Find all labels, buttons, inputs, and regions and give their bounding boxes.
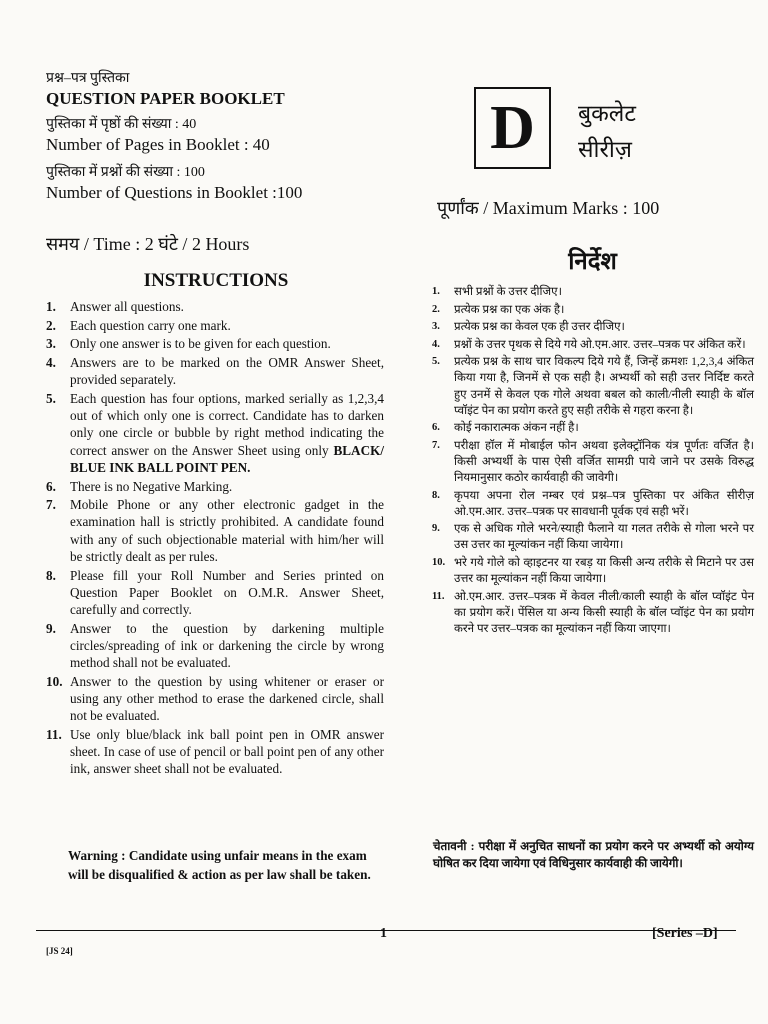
hindi-instruction-item <box>432 354 754 418</box>
hindi-page-count: पुस्तिका में पृष्ठों की संख्या : 40 <box>46 117 197 132</box>
hindi-instruction-item-text <box>454 555 754 587</box>
hindi-instruction-item-text <box>454 589 754 637</box>
hindi-instruction-item-number: 9. <box>432 523 440 535</box>
footer-series: [Series –D] <box>652 926 718 941</box>
instruction-item-number: 5. <box>46 391 56 407</box>
page-count: Number of Pages in Booklet : 40 <box>46 135 270 154</box>
hindi-instruction-item <box>432 488 754 520</box>
instructions-list <box>46 298 384 779</box>
hindi-instruction-item-body: सभी प्रश्नों के उत्तर दीजिए। <box>454 285 562 298</box>
instruction-item-number: 4. <box>46 355 56 371</box>
instruction-item-body: Mobile Phone or any other electronic gadget in the examination hall is strictly prohibited. A candidate found with any of such objectionable material with him/her will be strictly dealt as per rules. <box>70 497 384 564</box>
instruction-item-number: 6. <box>46 478 56 494</box>
instruction-item-number: 1. <box>46 299 56 314</box>
series-letter-box: D <box>474 87 551 169</box>
hindi-instructions-heading: निर्देश <box>568 249 617 275</box>
maximum-marks: पूर्णांक / Maximum Marks : 100 <box>437 198 660 218</box>
hindi-instruction-item-body: परीक्षा हॉल में मोबाईल फोन अथवा इलेक्ट्रॉनिक यंत्र पूर्णतः वर्जित है। किसी अभ्यर्थी के पास ऐसी वर्जित सामग्री पाये जाने पर उसके विरुद्ध नियमानुसार कठोर कार्यवाही की जावेगी। <box>454 438 754 485</box>
instruction-item-text <box>70 478 384 495</box>
instruction-item-text <box>70 354 384 388</box>
hindi-instruction-item-text <box>454 284 754 300</box>
hindi-instruction-item <box>432 521 754 553</box>
instruction-item-number: 2. <box>46 317 56 333</box>
hindi-instruction-item-body: कोई नकारात्मक अंकन नहीं है। <box>454 421 579 435</box>
instruction-item <box>46 726 384 778</box>
hindi-instruction-item-number: 1. <box>432 286 440 297</box>
instruction-item <box>46 673 384 725</box>
hindi-instruction-item <box>432 420 754 436</box>
instruction-item-body: Each question has four options, marked serially as 1,2,3,4 out of which only one is correct. Candidate has to darken only one circle or bubble by right method indicating the correct answer on the Answer Sheet using only <box>70 391 384 458</box>
hindi-instruction-item-text <box>454 302 754 318</box>
hindi-instruction-item-number: 5. <box>432 356 440 368</box>
hindi-instruction-item <box>432 589 754 637</box>
time-duration: समय / Time : 2 घंटे / 2 Hours <box>46 234 250 254</box>
instruction-item-text <box>70 567 384 619</box>
booklet-title: QUESTION PAPER BOOKLET <box>46 89 285 108</box>
instruction-item-number: 3. <box>46 336 56 352</box>
hindi-instruction-item <box>432 438 754 486</box>
hindi-question-count: पुस्तिका में प्रश्नों की संख्या : 100 <box>46 165 205 180</box>
hindi-instruction-item <box>432 555 754 587</box>
instruction-item-text <box>70 298 384 315</box>
instructions-heading: INSTRUCTIONS <box>143 270 289 291</box>
instruction-item-text <box>70 673 384 725</box>
hindi-instruction-item-text <box>454 354 754 418</box>
page-number: 1 <box>380 926 387 941</box>
warning-text: Warning : Candidate using unfair means in the exam will be disqualified & action as per law shall be taken. <box>68 848 371 882</box>
instruction-item-text <box>70 390 384 476</box>
instruction-item <box>46 478 384 495</box>
hindi-instruction-item <box>432 302 754 318</box>
instruction-item-number: 11. <box>46 726 62 742</box>
instruction-item-body: Use only blue/black ink ball point pen in OMR answer sheet. In case of use of pencil or ball point pen of any other ink, answer sheet shall not be evaluated. <box>70 726 384 777</box>
hindi-instruction-item-text <box>454 521 754 553</box>
hindi-instruction-item-number: 3. <box>432 321 440 333</box>
paper-code: [JS 24] <box>46 946 73 956</box>
hindi-instruction-item-body: ओ.एम.आर. उत्तर–पत्रक में केवल नीली/काली स्याही के बॉल प्वॉइंट पेन का प्रयोग करें। पेंसिल या अन्य किसी स्याही के बॉल प्वॉइंट पेन का प्रयोग करने पर उत्तर–पत्रक का मूल्यांकन नहीं किया जाएगा। <box>454 589 754 635</box>
hindi-instruction-item-body: एक से अधिक गोले भरने/स्याही फैलाने या गलत तरीके से गोला भरने पर उस उत्तर का मूल्यांकन नहीं किया जायेगा। <box>454 522 754 552</box>
hindi-instruction-item <box>432 284 754 300</box>
instruction-item-emphasis: BLACK/ BLUE INK BALL POINT PEN. <box>70 442 385 475</box>
question-count: Number of Questions in Booklet :100 <box>46 183 303 202</box>
instruction-item-body: There is no Negative Marking. <box>70 478 233 494</box>
hindi-instruction-item-number: 2. <box>432 303 440 315</box>
instruction-item-body: Answer to the question by darkening multiple circles/spreading of ink or darkening the circle by wrong method shall not be evaluated. <box>70 620 384 671</box>
hindi-instruction-item-body: भरे गये गोले को व्हाइटनर या रबड़ या किसी अन्य तरीके से मिटाने पर उस उत्तर का मूल्यांकन नहीं किया जायेगा। <box>454 556 754 586</box>
series-label-line-1: बुकलेट <box>578 101 636 126</box>
instruction-item-text <box>70 335 384 352</box>
instruction-item-text <box>70 726 384 778</box>
instruction-item-text <box>70 317 384 334</box>
instruction-item <box>46 298 384 315</box>
hindi-instruction-item-body: प्रत्येक प्रश्न के साथ चार विकल्प दिये गये हैं, जिन्हें क्रमशः 1,2,3,4 अंकित किया गया है, जिनमें से एक सही है। अभ्यर्थी को सही उत्तर निर्दिष्ट करते हुए उनमें से केवल एक गोले अथवा बबल को काली/नीली स्याही के बॉल प्वॉइंट पेन का प्रयोग करते हुए सही तरीके से गहरा करना है। <box>454 355 754 417</box>
hindi-instruction-item-text <box>454 438 754 486</box>
instruction-item <box>46 390 384 476</box>
hindi-instruction-item-body: प्रत्येक प्रश्न का केवल एक ही उत्तर दीजिए। <box>454 320 625 334</box>
hindi-warning-text: चेतावनी : परीक्षा में अनुचित साधनों का प्रयोग करने पर अभ्यर्थी को अयोग्य घोषित कर दिया जायेगा एवं विधिनुसार कार्यवाही की जायेगी। <box>433 839 754 870</box>
instruction-item <box>46 620 384 672</box>
hindi-instruction-item-number: 8. <box>432 489 440 501</box>
hindi-instruction-item-number: 10. <box>432 557 446 568</box>
hindi-instruction-item-body: प्रत्येक प्रश्न का एक अंक है। <box>454 302 565 316</box>
hindi-instructions-list <box>432 284 754 638</box>
instruction-item-body: Only one answer is to be given for each question. <box>70 336 331 352</box>
instruction-item-body: Answer all questions. <box>70 299 184 314</box>
instruction-item-number: 7. <box>46 497 56 513</box>
hindi-instruction-item-number: 11. <box>432 590 445 602</box>
instruction-item-text <box>70 496 384 565</box>
booklet-header <box>46 70 406 204</box>
instruction-item-body: Answer to the question by using whitener or eraser or using any other method to erase the darkened circle, shall not be evaluated. <box>70 673 384 724</box>
instruction-item <box>46 335 384 352</box>
hindi-instruction-item-body: प्रश्नों के उत्तर पृथक से दिये गये ओ.एम.आर. उत्तर–पत्रक पर अंकित करें। <box>454 337 746 351</box>
instruction-item-number: 8. <box>46 567 56 583</box>
hindi-booklet-title: प्रश्न–पत्र पुस्तिका <box>46 71 130 86</box>
hindi-instruction-item-number: 4. <box>432 338 440 350</box>
hindi-instruction-item-text <box>454 488 754 520</box>
instruction-item <box>46 496 384 565</box>
hindi-instruction-item-text <box>454 337 754 353</box>
instruction-item <box>46 567 384 619</box>
series-label-line-2: सीरीज़ <box>578 137 632 162</box>
instruction-item-body: Answers are to be marked on the OMR Answer Sheet, provided separately. <box>70 355 384 388</box>
hindi-instruction-item-text <box>454 420 754 436</box>
instruction-item-text <box>70 620 384 672</box>
instruction-item-number: 10. <box>46 673 63 689</box>
instruction-item-body: Each question carry one mark. <box>70 317 231 333</box>
hindi-instruction-item-body: कृपया अपना रोल नम्बर एवं प्रश्न–पत्र पुस्तिका पर अंकित सीरीज़ ओ.एम.आर. उत्तर–पत्रक पर सावधानी पूर्वक एवं सही भरें। <box>454 488 754 518</box>
instruction-item-number: 9. <box>46 620 56 636</box>
hindi-instruction-item <box>432 337 754 353</box>
hindi-instruction-item <box>432 319 754 335</box>
instruction-item <box>46 354 384 388</box>
instruction-item <box>46 317 384 334</box>
instruction-item-body: Please fill your Roll Number and Series printed on Question Paper Booklet on O.M.R. Answer Sheet, carefully and correctly. <box>70 567 384 617</box>
hindi-instruction-item-text <box>454 319 754 335</box>
hindi-instruction-item-number: 6. <box>432 422 440 434</box>
hindi-instruction-item-number: 7. <box>432 439 440 451</box>
booklet-series-label <box>578 96 636 168</box>
